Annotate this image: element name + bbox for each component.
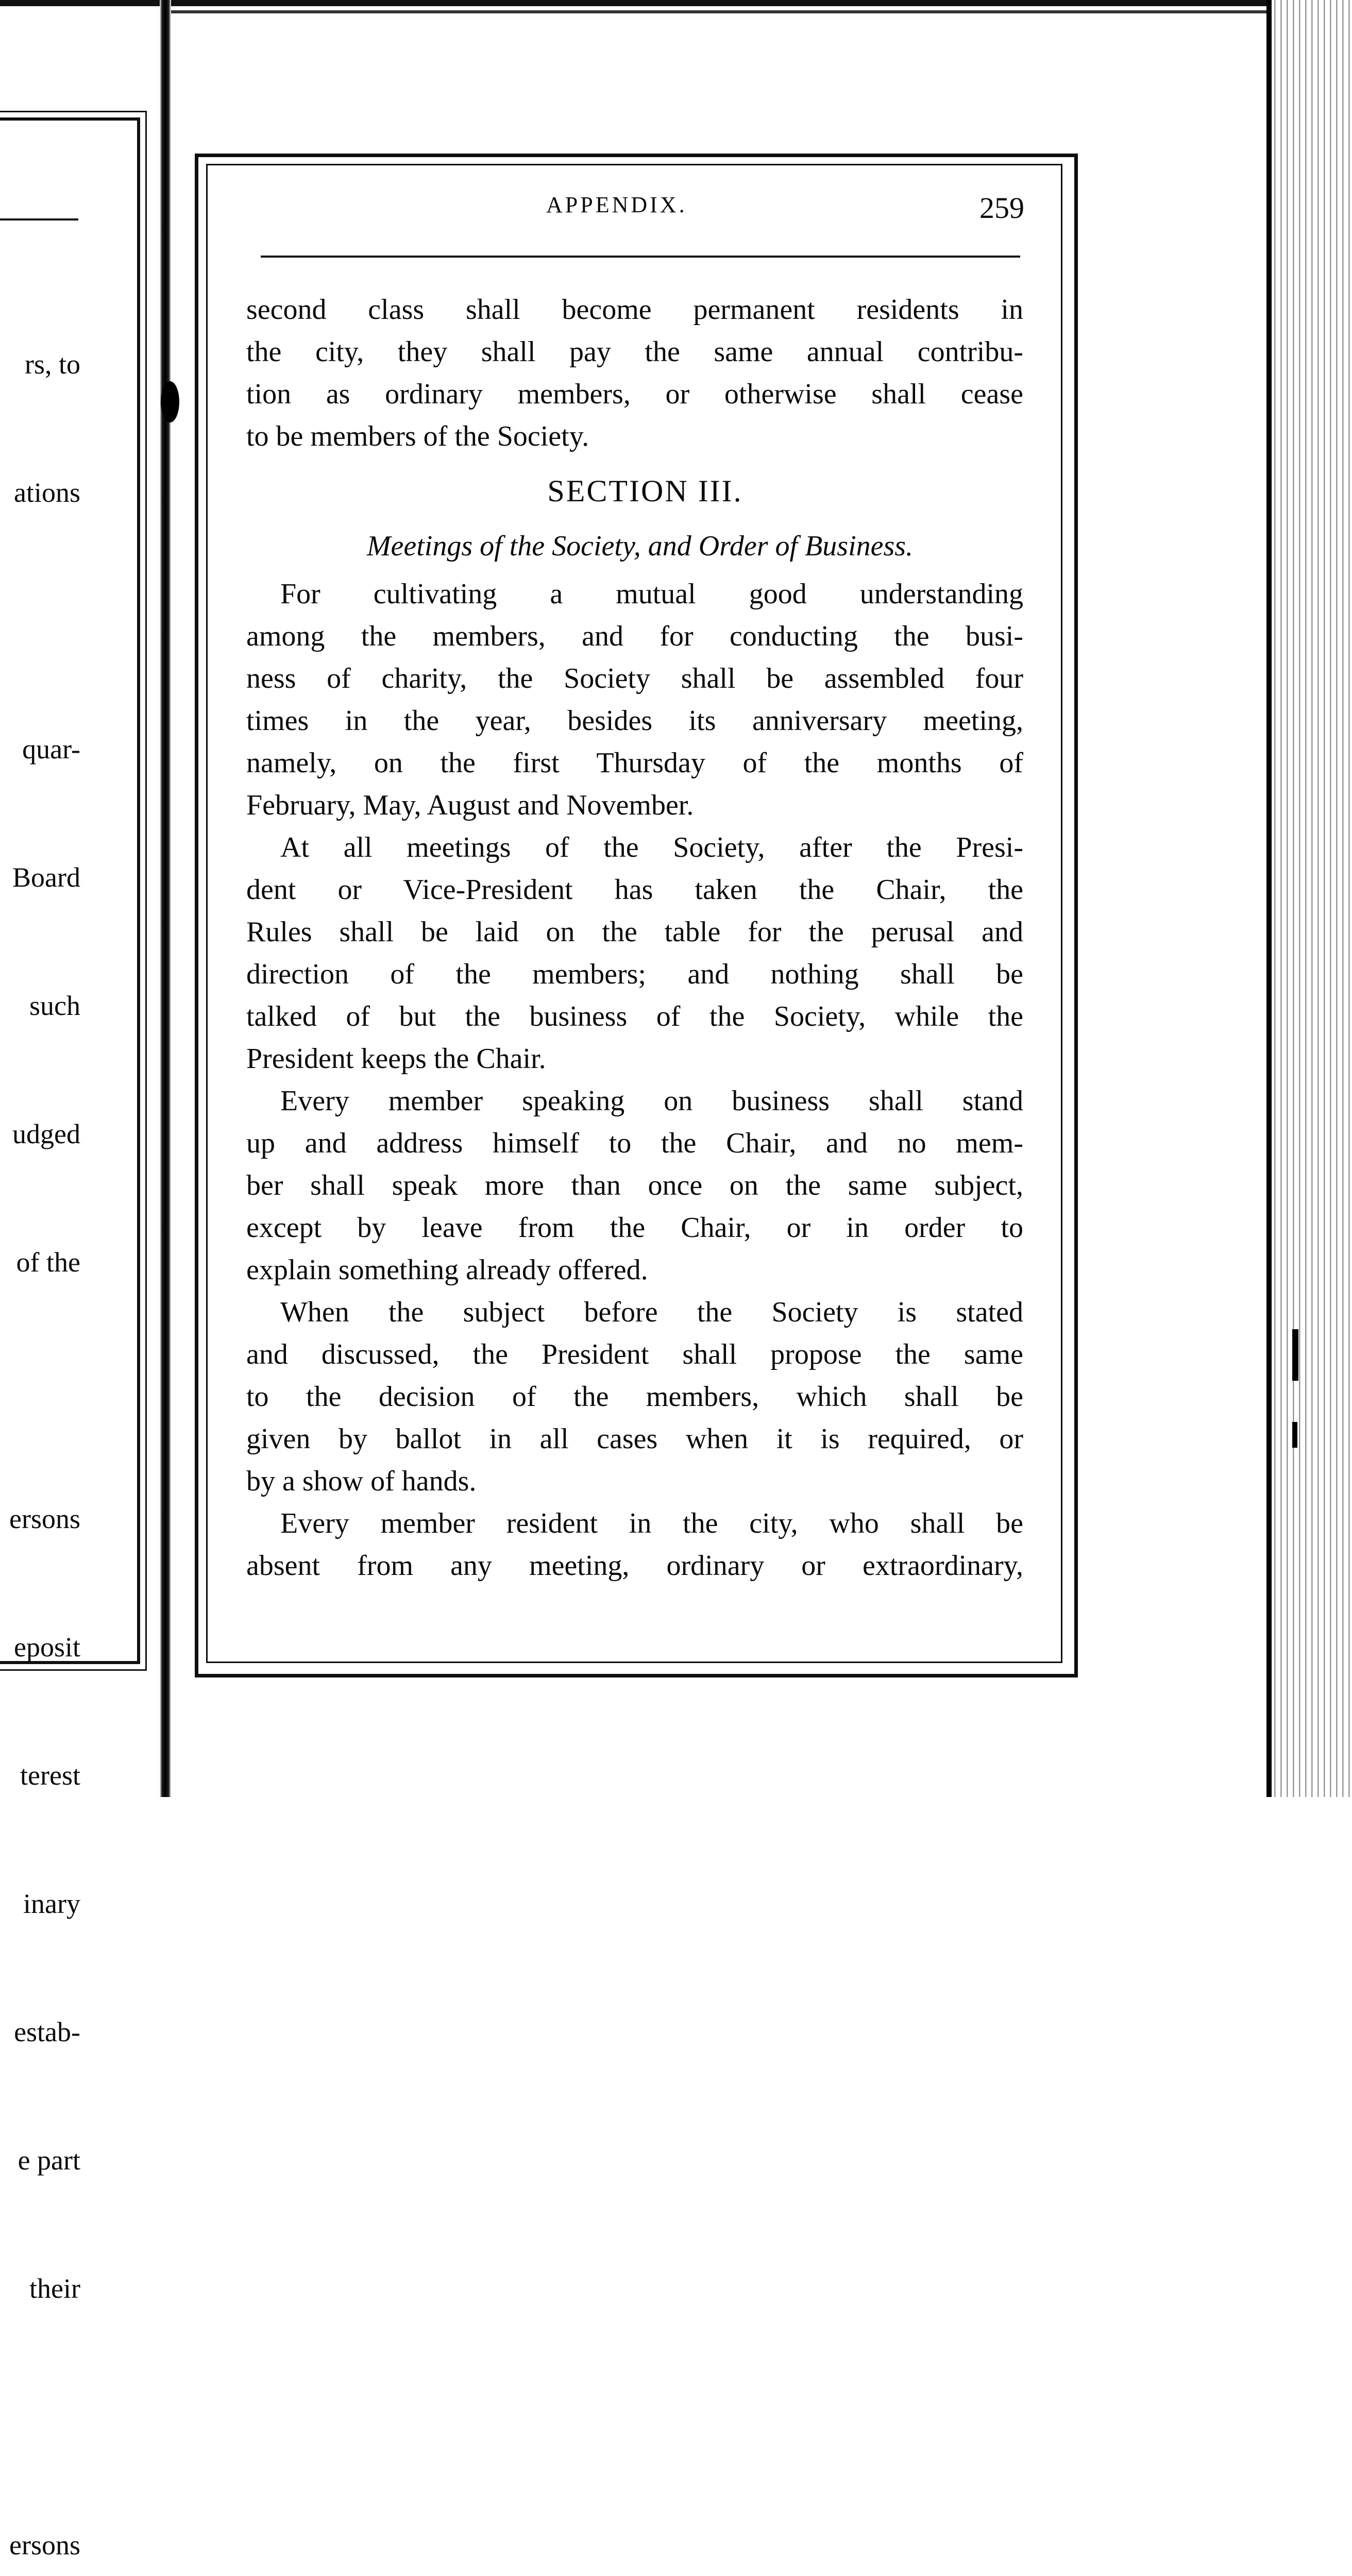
facing-line: such	[29, 990, 80, 1021]
text-line: the city, they shall pay the same annual contribu-	[246, 336, 1023, 368]
text-line: direction of the members; and nothing shall be	[246, 958, 1023, 990]
scan-top-edge	[0, 0, 1352, 6]
facing-line: udged	[12, 1118, 80, 1149]
facing-line: eposit	[14, 1632, 80, 1663]
paragraph	[246, 1291, 1023, 1502]
text-line: second class shall become permanent residents in	[246, 294, 1023, 326]
text-line: February, May, August and November.	[246, 789, 694, 821]
text-line: given by ballot in all cases when it is required, or	[246, 1423, 1023, 1455]
page-number: 259	[979, 191, 1024, 225]
page-stack-shadow	[1266, 0, 1272, 1797]
facing-line: rs, to	[25, 349, 80, 380]
facing-line	[0, 2396, 80, 2438]
text-line: namely, on the first Thursday of the months of	[246, 747, 1023, 779]
page-stack-edge	[1270, 0, 1352, 1797]
section-heading: SECTION III.	[547, 474, 743, 508]
text-line: Every member resident in the city, who shall be	[280, 1507, 1023, 1539]
text-line: to be members of the Society.	[246, 420, 589, 452]
book-gutter	[160, 0, 171, 1797]
text-line: Rules shall be laid on the table for the perusal and	[246, 916, 1023, 948]
section-subheading: Meetings of the Society, and Order of Business.	[366, 530, 914, 562]
gutter-ink-blot	[161, 381, 179, 422]
facing-line: e part	[18, 2145, 80, 2176]
facing-line: of the	[16, 1247, 80, 1278]
text-line: For cultivating a mutual good understanding	[280, 578, 1023, 610]
text-line: up and address himself to the Chair, and no mem-	[246, 1127, 1023, 1159]
facing-page-text	[0, 258, 80, 2576]
text-line: absent from any meeting, ordinary or extraordinary,	[246, 1550, 1023, 1582]
running-head: APPENDIX.	[546, 192, 687, 217]
facing-line: Board	[12, 862, 80, 893]
text-line: tion as ordinary members, or otherwise shall cease	[246, 378, 1023, 410]
text-line: talked of but the business of the Society, while the	[246, 1001, 1023, 1032]
facing-line: ations	[14, 477, 80, 508]
text-line: President keeps the Chair.	[246, 1043, 546, 1075]
facing-line: quar-	[22, 734, 80, 765]
page-edge-mark	[1292, 1329, 1298, 1381]
text-line: dent or Vice-President has taken the Chair, the	[246, 874, 1023, 906]
facing-line	[0, 600, 80, 642]
text-line: and discussed, the President shall propose the same	[246, 1338, 1023, 1370]
text-line: among the members, and for conducting the busi-	[246, 620, 1023, 652]
facing-line: their	[29, 2273, 80, 2304]
facing-page-head-rule	[0, 218, 78, 221]
text-line: to the decision of the members, which shall be	[246, 1381, 1023, 1413]
page-edge-mark-2	[1292, 1422, 1297, 1448]
scan-top-edge-inner	[170, 10, 1273, 13]
continuation-paragraph	[246, 289, 1023, 457]
facing-line: ersons	[9, 1503, 80, 1534]
text-line: ber shall speak more than once on the same subject,	[246, 1170, 1023, 1201]
facing-line: terest	[20, 1760, 80, 1791]
paragraph	[246, 573, 1023, 826]
text-line: except by leave from the Chair, or in order to	[246, 1212, 1023, 1244]
text-line: times in the year, besides its anniversary meeting,	[246, 705, 1023, 737]
text-line: At all meetings of the Society, after the Presi-	[280, 832, 1023, 863]
facing-line: ersons	[9, 2530, 80, 2561]
facing-line: inary	[23, 1888, 80, 1919]
facing-line	[0, 1369, 80, 1412]
facing-line: estab-	[14, 2016, 80, 2047]
paragraph	[246, 826, 1023, 1080]
paragraph	[246, 1080, 1023, 1291]
text-line: explain something already offered.	[246, 1254, 648, 1286]
text-line: Every member speaking on business shall stand	[280, 1085, 1023, 1117]
page-body	[246, 289, 1023, 1587]
text-line: When the subject before the Society is stated	[280, 1296, 1023, 1328]
text-line: by a show of hands.	[246, 1465, 477, 1497]
paragraph	[246, 1502, 1023, 1587]
text-line: ness of charity, the Society shall be assembled four	[246, 663, 1023, 694]
header-rule	[261, 256, 1020, 258]
